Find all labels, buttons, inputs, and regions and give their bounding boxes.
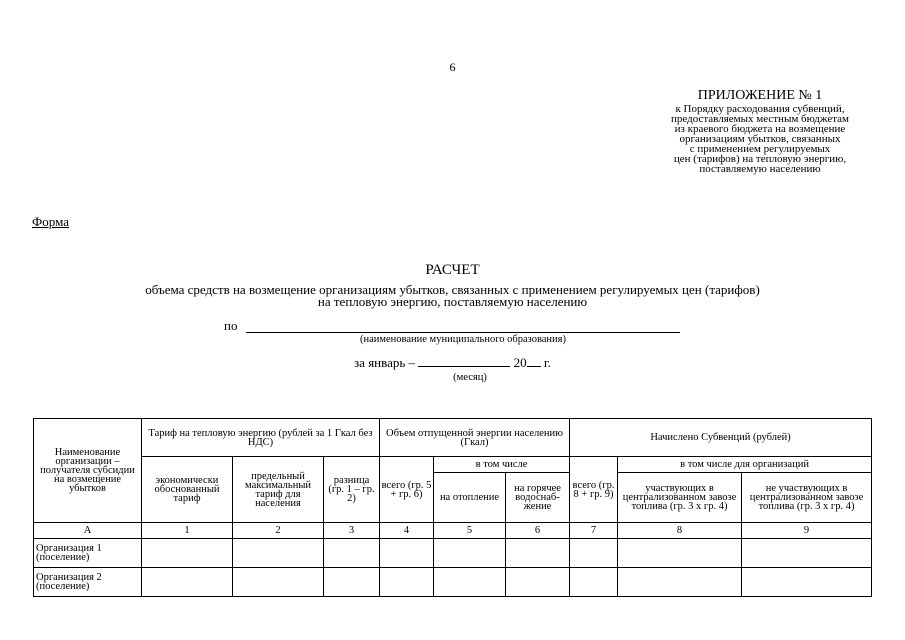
po-label: по	[224, 318, 238, 333]
col-number: 2	[233, 523, 324, 539]
col-number: 8	[618, 523, 742, 539]
group-header-tariff: Тариф на тепловую энергию (рублей за 1 Гкал без НДС)	[142, 419, 380, 457]
col-header-subsidy-incl: в том числе для организаций	[618, 457, 872, 473]
subtitle-line-1: объема средств на возмещение организациям убытков, связанных с применением регулируемых цен (тарифов)	[145, 282, 760, 297]
group-header-subsidy: Начислено Субвенций (рублей)	[570, 419, 872, 457]
document-subtitle	[0, 284, 905, 308]
col-header-name: Наименование организации – получателя субсидии на возмещение убытков	[34, 419, 142, 523]
data-cell[interactable]	[742, 568, 872, 597]
appendix-line: цен (тарифов) на тепловую энергию,	[673, 153, 847, 165]
col-number: 4	[380, 523, 434, 539]
row-org-name: Организация 2 (поселение)	[34, 568, 142, 597]
year-prefix: 20	[513, 355, 527, 370]
col-header-tariff-diff: разница (гр. 1 – гр. 2)	[324, 457, 380, 523]
data-cell[interactable]	[570, 539, 618, 568]
data-cell[interactable]	[570, 568, 618, 597]
col-header-subsidy-total: всего (гр. 8 + гр. 9)	[570, 457, 618, 523]
data-cell[interactable]	[434, 568, 506, 597]
col-number: А	[34, 523, 142, 539]
col-number: 5	[434, 523, 506, 539]
col-number: 6	[506, 523, 570, 539]
appendix-line: с применением регулируемых	[689, 143, 831, 155]
table-row	[34, 539, 872, 568]
table-row	[34, 568, 872, 597]
page-number: 6	[449, 60, 456, 74]
form-label: Форма	[32, 214, 69, 229]
col-header-hot-water: на горячее водоснаб-жение	[506, 473, 570, 523]
col-header-subsidy-central: участвующих в централизованном завозе топлива (гр. 3 x гр. 4)	[618, 473, 742, 523]
col-number: 3	[324, 523, 380, 539]
municipality-hint: (наименование муниципального образования)	[359, 334, 567, 345]
document-title: РАСЧЕТ	[425, 262, 480, 278]
col-number: 7	[570, 523, 618, 539]
col-header-tariff-max: предельный максимальный тариф для населения	[233, 457, 324, 523]
month-field[interactable]	[418, 355, 510, 367]
data-cell[interactable]	[618, 568, 742, 597]
data-cell[interactable]	[324, 568, 380, 597]
col-header-heating: на отопление	[434, 473, 506, 523]
row-org-name: Организация 1 (поселение)	[34, 539, 142, 568]
appendix-line: поставляемую населению	[699, 163, 821, 175]
municipality-field[interactable]	[246, 332, 680, 333]
data-cell[interactable]	[742, 539, 872, 568]
col-header-volume-incl: в том числе	[434, 457, 570, 473]
appendix-block	[630, 88, 890, 174]
data-cell[interactable]	[380, 539, 434, 568]
period-suffix: г.	[543, 355, 551, 370]
data-cell[interactable]	[506, 539, 570, 568]
data-cell[interactable]	[233, 568, 324, 597]
col-header-tariff-economic: экономически обоснованный тариф	[142, 457, 233, 523]
data-cell[interactable]	[380, 568, 434, 597]
appendix-title: ПРИЛОЖЕНИЕ № 1	[697, 88, 823, 103]
appendix-line: предоставляемых местным бюджетам	[670, 113, 850, 125]
calculation-table	[33, 418, 872, 597]
data-cell[interactable]	[324, 539, 380, 568]
appendix-line: организациям убытков, связанных	[679, 133, 841, 145]
data-cell[interactable]	[618, 539, 742, 568]
col-header-volume-total: всего (гр. 5 + гр. 6)	[380, 457, 434, 523]
data-cell[interactable]	[142, 539, 233, 568]
data-cell[interactable]	[506, 568, 570, 597]
column-numbers-row	[34, 523, 872, 539]
appendix-line: к Порядку расходования субвенций,	[675, 103, 845, 115]
col-header-subsidy-noncentral: не участвующих в централизованном завозе топлива (гр. 3 x гр. 4)	[742, 473, 872, 523]
subtitle-line-2: на тепловую энергию, поставляемую населению	[317, 294, 588, 309]
appendix-line: из краевого бюджета на возмещение	[674, 123, 846, 135]
period-prefix: за январь –	[354, 355, 416, 370]
col-number: 1	[142, 523, 233, 539]
period-line	[0, 355, 905, 371]
year-field[interactable]	[527, 355, 541, 367]
data-cell[interactable]	[434, 539, 506, 568]
col-number: 9	[742, 523, 872, 539]
data-cell[interactable]	[233, 539, 324, 568]
data-cell[interactable]	[142, 568, 233, 597]
month-hint: (месяц)	[453, 372, 487, 383]
group-header-volume: Объем отпущенной энергии населению (Гкал)	[380, 419, 570, 457]
